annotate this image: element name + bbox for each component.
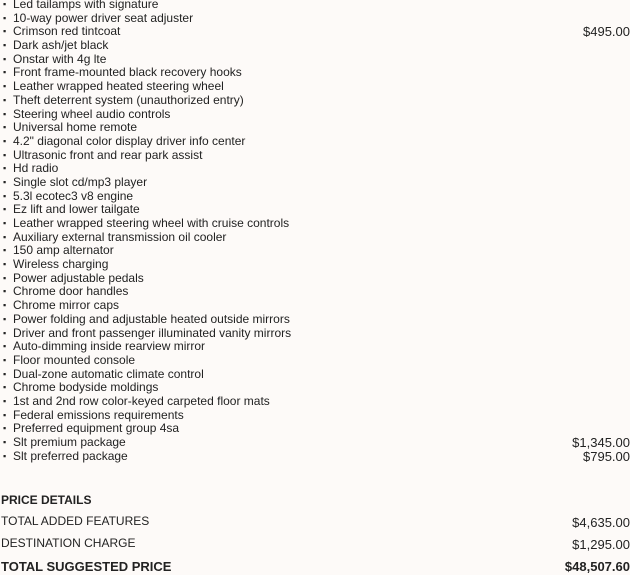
bullet-icon: ▪ [3,259,7,270]
feature-label: Leather wrapped steering wheel with cruise controls [13,216,290,230]
feature-item [3,80,630,94]
feature-item [3,285,630,299]
total-suggested-price-row [1,559,630,574]
feature-label: Chrome door handles [13,284,129,299]
feature-label: Led tailamps with signature [13,0,159,11]
bullet-icon: ▪ [3,245,7,256]
feature-price: $795.00 [583,448,630,464]
feature-label: Dual-zone automatic climate control [13,366,204,381]
feature-label: Universal home remote [13,120,138,135]
feature-item [3,108,630,122]
feature-label: Hd radio [13,161,59,176]
feature-label: Floor mounted console [13,352,136,367]
feature-label: 150 amp alternator [13,243,114,258]
bullet-icon: ▪ [3,26,7,37]
feature-label: Single slot cd/mp3 player [13,174,148,189]
feature-item [3,12,630,26]
feature-label: Steering wheel audio controls [13,106,171,121]
bullet-icon: ▪ [3,450,7,461]
feature-item [3,299,630,313]
feature-label: 10-way power driver seat adjuster [13,10,194,25]
bullet-icon: ▪ [3,190,7,201]
feature-label: 5.3l ecotec3 v8 engine [13,188,134,203]
feature-item [3,231,630,245]
bullet-icon: ▪ [3,368,7,379]
feature-item [3,272,630,286]
bullet-icon: ▪ [3,300,7,311]
feature-item [3,368,630,382]
bullet-icon: ▪ [3,135,7,146]
bullet-icon: ▪ [3,163,7,174]
bullet-icon: ▪ [3,149,7,160]
bullet-icon: ▪ [3,231,7,242]
feature-item [3,381,630,395]
feature-label: Power folding and adjustable heated outside mirrors [13,311,290,326]
bullet-icon: ▪ [3,53,7,64]
feature-item [3,162,630,176]
bullet-icon: ▪ [3,122,7,133]
feature-price: $495.00 [583,24,630,40]
bullet-icon: ▪ [3,81,7,92]
total-added-features-label: TOTAL ADDED FEATURES [1,514,150,528]
feature-label: 4.2" diagonal color display driver info center [13,133,246,148]
feature-item [3,66,630,80]
bullet-icon: ▪ [3,176,7,187]
bullet-icon: ▪ [3,382,7,393]
feature-item [3,121,630,135]
bullet-icon: ▪ [3,0,7,9]
feature-item [3,94,630,108]
feature-item [3,450,630,464]
feature-label: Onstar with 4g lte [13,51,107,66]
feature-label: Chrome mirror caps [13,298,120,313]
feature-label: Ultrasonic front and rear park assist [13,147,203,162]
total-suggested-price-value: $48,507.60 [564,559,630,574]
feature-label: Theft deterrent system (unauthorized entry) [13,92,244,107]
bullet-icon: ▪ [3,423,7,434]
bullet-icon: ▪ [3,395,7,406]
feature-label: Dark ash/jet black [13,38,109,53]
feature-item [3,436,630,450]
feature-label: Slt preferred package [13,448,128,463]
feature-item [3,135,630,149]
bullet-icon: ▪ [3,108,7,119]
feature-label: Crimson red tintcoat [13,24,121,39]
feature-item [3,327,630,341]
destination-charge-row [1,536,630,550]
total-added-features-row [1,514,630,528]
feature-label: Power adjustable pedals [13,270,144,285]
bullet-icon: ▪ [3,409,7,420]
destination-charge-value: $1,295.00 [572,537,630,552]
feature-item [3,176,630,190]
feature-label: Ez lift and lower tailgate [13,202,140,217]
feature-label: Slt premium package [13,435,126,449]
feature-item [3,244,630,258]
feature-item [3,53,630,67]
feature-item [3,203,630,217]
feature-label: Leather wrapped heated steering wheel [13,79,224,94]
total-added-features-value: $4,635.00 [572,515,630,530]
feature-label: Wireless charging [13,257,109,272]
bullet-icon: ▪ [3,354,7,365]
total-suggested-price-label: TOTAL SUGGESTED PRICE [1,559,172,574]
feature-item [3,354,630,368]
feature-item [3,409,630,423]
feature-list [3,0,630,463]
feature-label: Federal emissions requirements [13,407,184,422]
feature-price: $1,345.00 [572,435,630,450]
bullet-icon: ▪ [3,341,7,352]
feature-item [3,39,630,53]
feature-label: Preferred equipment group 4sa [13,421,180,436]
bullet-icon: ▪ [3,218,7,228]
bullet-icon: ▪ [3,204,7,215]
bullet-icon: ▪ [3,327,7,338]
price-details-heading: PRICE DETAILS [1,493,92,507]
feature-label: Auxiliary external transmission oil cooler [13,229,227,244]
feature-label: Auto-dimming inside rearview mirror [13,339,206,354]
feature-item [3,313,630,327]
bullet-icon: ▪ [3,286,7,297]
feature-label: Chrome bodyside moldings [13,380,159,395]
bullet-icon: ▪ [3,437,7,447]
bullet-icon: ▪ [3,272,7,283]
bullet-icon: ▪ [3,12,7,23]
feature-item [3,258,630,272]
feature-item [3,340,630,354]
feature-item [3,217,630,231]
feature-label: 1st and 2nd row color-keyed carpeted floor mats [13,393,270,408]
feature-item [3,190,630,204]
feature-item [3,395,630,409]
feature-label: Front frame-mounted black recovery hooks [13,65,242,80]
bullet-icon: ▪ [3,313,7,324]
feature-label: Driver and front passenger illuminated vanity mirrors [13,325,292,340]
bullet-icon: ▪ [3,40,7,51]
feature-item [3,149,630,163]
destination-charge-label: DESTINATION CHARGE [1,536,136,550]
feature-item [3,422,630,436]
feature-item [3,25,630,39]
bullet-icon: ▪ [3,67,7,78]
bullet-icon: ▪ [3,94,7,105]
